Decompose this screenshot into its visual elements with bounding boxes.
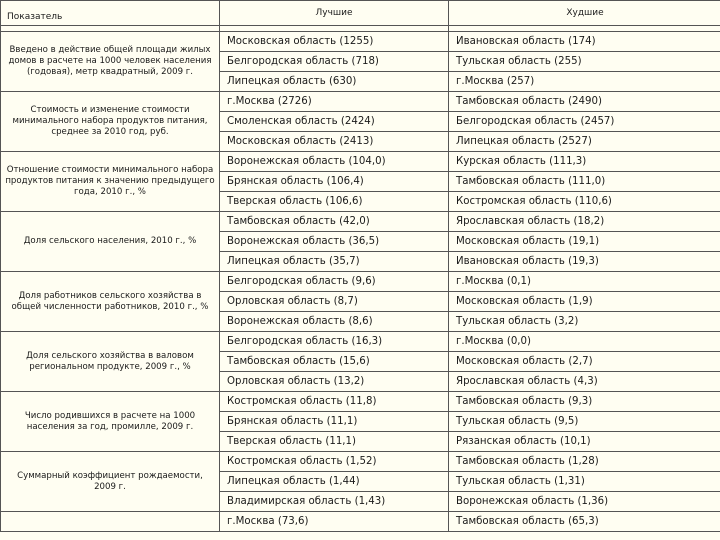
table-row — [1, 512, 720, 532]
best-region-cell: Белгородская область (16,3) — [220, 332, 449, 352]
worst-region-cell: Ярославская область (18,2) — [449, 212, 720, 232]
table-row — [1, 212, 720, 232]
best-region-cell: Орловская область (8,7) — [220, 292, 449, 312]
worst-region-cell: Тамбовская область (1,28) — [449, 452, 720, 472]
best-region-cell: г.Москва (73,6) — [220, 512, 449, 532]
worst-region-cell: Воронежская область (1,36) — [449, 492, 720, 512]
indicator-cell — [1, 512, 220, 532]
header-indicator: Показатель — [1, 1, 220, 26]
header-row — [1, 1, 720, 26]
worst-region-cell: Тамбовская область (2490) — [449, 92, 720, 112]
best-region-cell: Белгородская область (718) — [220, 52, 449, 72]
worst-region-cell: г.Москва (0,1) — [449, 272, 720, 292]
worst-region-cell: Московская область (19,1) — [449, 232, 720, 252]
header-best: Лучшие — [220, 1, 449, 26]
indicator-cell: Доля работников сельского хозяйства в общей численности работников, 2010 г., % — [1, 272, 220, 332]
table-row — [1, 272, 720, 292]
best-region-cell: Костромская область (11,8) — [220, 392, 449, 412]
indicator-cell: Введено в действие общей площади жилых домов в расчете на 1000 человек населения (годовая), метр квадратный, 2009 г. — [1, 32, 220, 92]
worst-region-cell: Тульская область (3,2) — [449, 312, 720, 332]
table-row — [1, 392, 720, 412]
table-row — [1, 332, 720, 352]
indicator-cell: Число родившихся в расчете на 1000 населения за год, промилле, 2009 г. — [1, 392, 220, 452]
worst-region-cell: Тамбовская область (111,0) — [449, 172, 720, 192]
indicator-cell: Доля сельского населения, 2010 г., % — [1, 212, 220, 272]
table-row — [1, 92, 720, 112]
best-region-cell: Липецкая область (35,7) — [220, 252, 449, 272]
worst-region-cell: Костромская область (110,6) — [449, 192, 720, 212]
best-region-cell: г.Москва (2726) — [220, 92, 449, 112]
table-row — [1, 32, 720, 52]
worst-region-cell: Московская область (2,7) — [449, 352, 720, 372]
worst-region-cell: г.Москва (0,0) — [449, 332, 720, 352]
worst-region-cell: Ивановская область (174) — [449, 32, 720, 52]
best-region-cell: Липецкая область (1,44) — [220, 472, 449, 492]
worst-region-cell: Тамбовская область (65,3) — [449, 512, 720, 532]
best-region-cell: Воронежская область (8,6) — [220, 312, 449, 332]
indicator-cell: Отношение стоимости минимального набора продуктов питания к значению предыдущего года, 2010 г., % — [1, 152, 220, 212]
best-region-cell: Воронежская область (104,0) — [220, 152, 449, 172]
best-region-cell: Брянская область (11,1) — [220, 412, 449, 432]
worst-region-cell: Курская область (111,3) — [449, 152, 720, 172]
indicator-cell: Доля сельского хозяйства в валовом региональном продукте, 2009 г., % — [1, 332, 220, 392]
best-region-cell: Белгородская область (9,6) — [220, 272, 449, 292]
worst-region-cell: Тульская область (255) — [449, 52, 720, 72]
worst-region-cell: Рязанская область (10,1) — [449, 432, 720, 452]
best-region-cell: Тверская область (106,6) — [220, 192, 449, 212]
best-region-cell: Воронежская область (36,5) — [220, 232, 449, 252]
best-region-cell: Липецкая область (630) — [220, 72, 449, 92]
worst-region-cell: Тульская область (1,31) — [449, 472, 720, 492]
worst-region-cell: Ивановская область (19,3) — [449, 252, 720, 272]
best-region-cell: Владимирская область (1,43) — [220, 492, 449, 512]
header-worst: Худшие — [449, 1, 720, 26]
best-region-cell: Орловская область (13,2) — [220, 372, 449, 392]
best-region-cell: Тамбовская область (15,6) — [220, 352, 449, 372]
worst-region-cell: Московская область (1,9) — [449, 292, 720, 312]
worst-region-cell: Тульская область (9,5) — [449, 412, 720, 432]
best-region-cell: Смоленская область (2424) — [220, 112, 449, 132]
best-region-cell: Тамбовская область (42,0) — [220, 212, 449, 232]
worst-region-cell: Ярославская область (4,3) — [449, 372, 720, 392]
best-region-cell: Тверская область (11,1) — [220, 432, 449, 452]
best-region-cell: Московская область (1255) — [220, 32, 449, 52]
indicator-cell: Суммарный коэффициент рождаемости, 2009 г. — [1, 452, 220, 512]
worst-region-cell: г.Москва (257) — [449, 72, 720, 92]
best-region-cell: Московская область (2413) — [220, 132, 449, 152]
worst-region-cell: Белгородская область (2457) — [449, 112, 720, 132]
table-row — [1, 152, 720, 172]
table-row — [1, 452, 720, 472]
best-region-cell: Брянская область (106,4) — [220, 172, 449, 192]
worst-region-cell: Липецкая область (2527) — [449, 132, 720, 152]
worst-region-cell: Тамбовская область (9,3) — [449, 392, 720, 412]
best-region-cell: Костромская область (1,52) — [220, 452, 449, 472]
indicator-cell: Стоимость и изменение стоимости минимального набора продуктов питания, среднее за 2010 год, руб. — [1, 92, 220, 152]
